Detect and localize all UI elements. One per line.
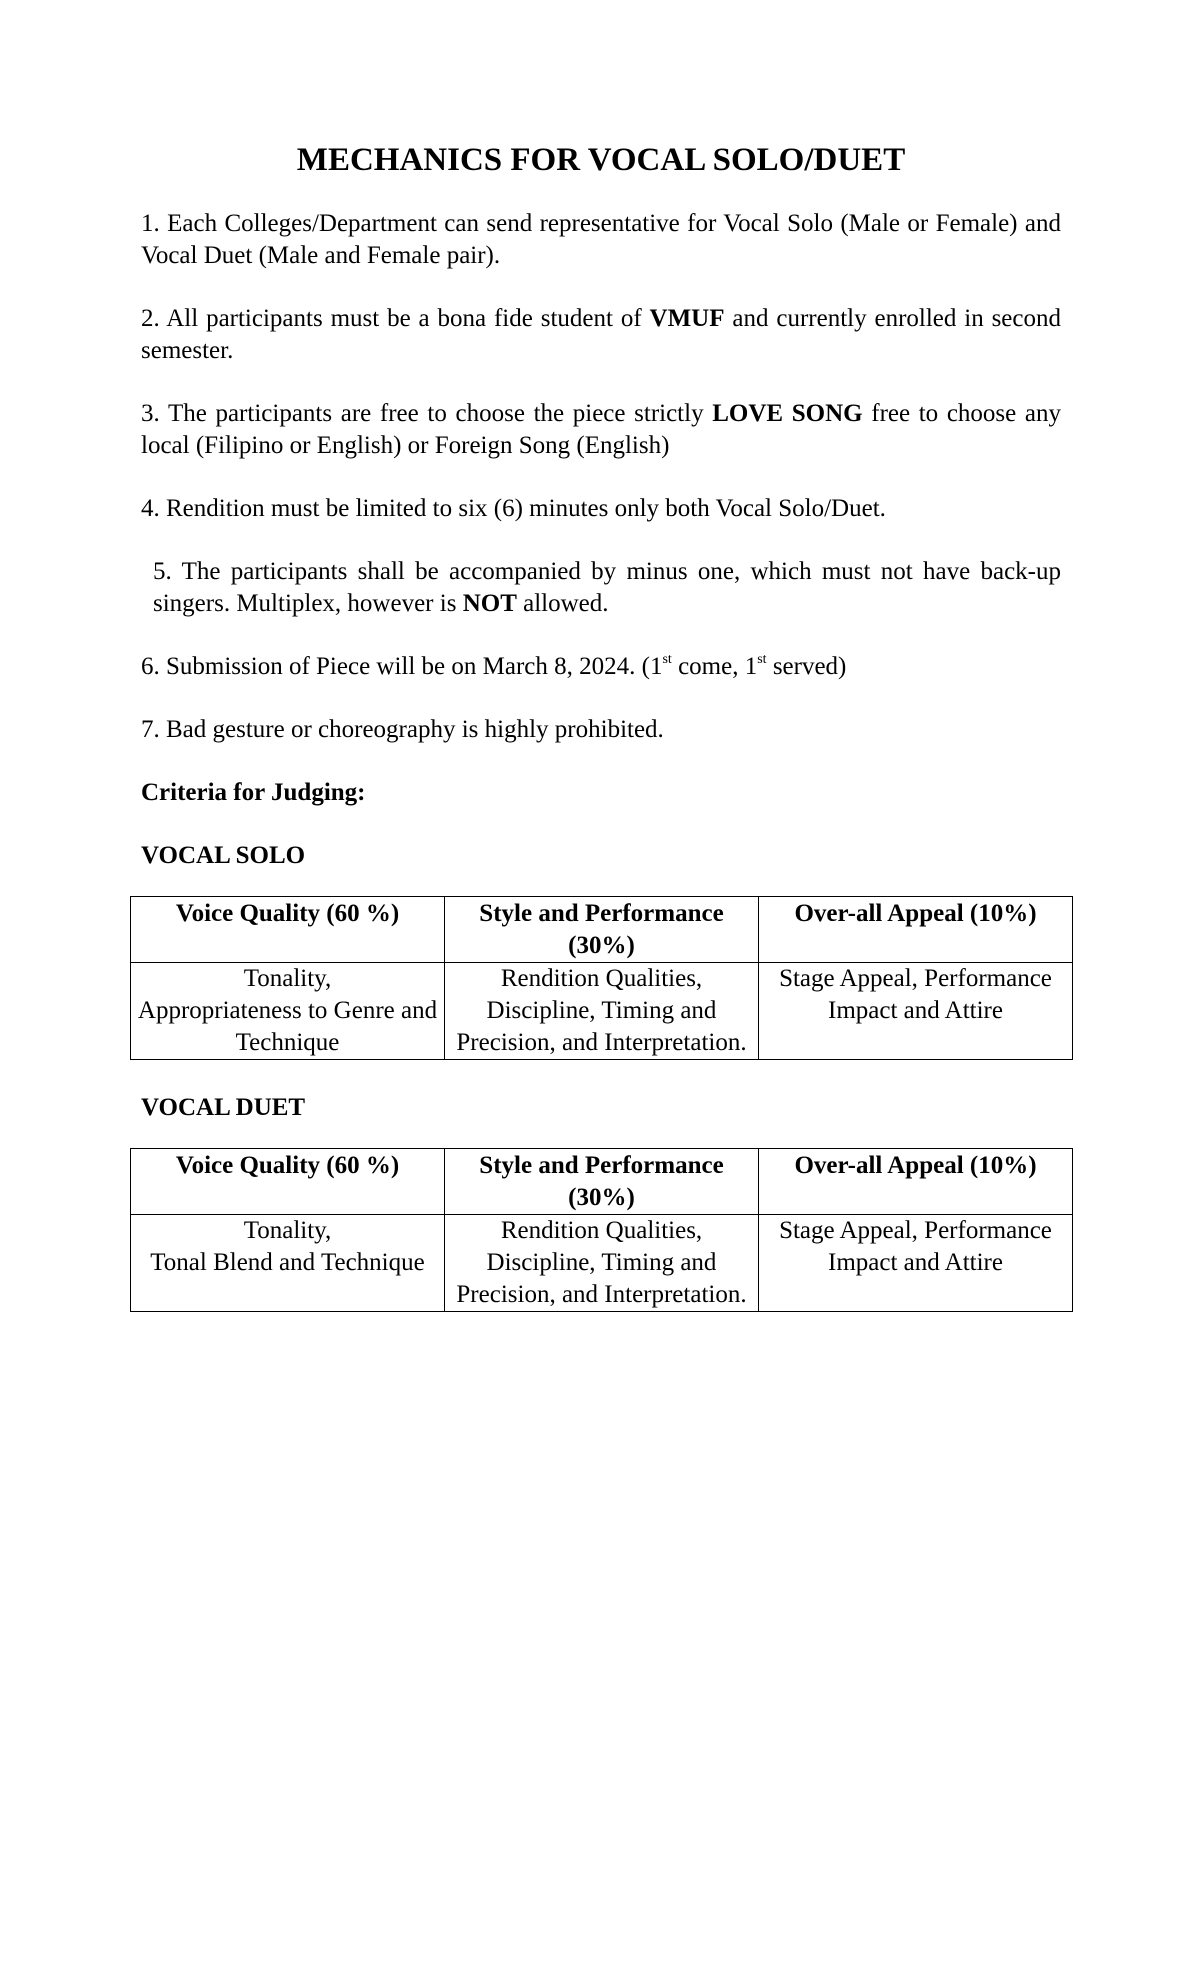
rule-5 (141, 556, 1061, 620)
rule-4-text: 4. Rendition must be limited to six (6) minutes only both Vocal Solo/Duet. (141, 495, 886, 522)
rule-5-emphasis: NOT (462, 590, 517, 617)
cell-line: Tonal Blend and Technique (150, 1249, 425, 1276)
cell-line: Rendition Qualities, Discipline, Timing and Precision, and Interpretation. (456, 965, 747, 1056)
cell-line: Rendition Qualities, Discipline, Timing and Precision, and Interpretation. (456, 1217, 747, 1308)
cell-line: Stage Appeal, Performance Impact and Attire (779, 965, 1052, 1024)
table-cell (759, 1215, 1073, 1312)
rule-4 (141, 493, 1061, 525)
cell-line: Appropriateness to Genre and Technique (137, 997, 438, 1056)
table-header-cell: Over-all Appeal (10%) (759, 1149, 1073, 1215)
rule-5-text-a: 5. The participants shall be accompanied by minus one, which must not have back-up singers. Multiplex, however is (153, 558, 1061, 617)
page-title: MECHANICS FOR VOCAL SOLO/DUET (296, 142, 906, 178)
cell-line: Stage Appeal, Performance Impact and Attire (779, 1217, 1052, 1276)
rule-3-text-a: 3. The participants are free to choose the piece strictly (141, 400, 713, 427)
rule-2-emphasis: VMUF (649, 305, 725, 332)
rule-6-text-b: come, 1 (671, 653, 758, 680)
table-cell (131, 1215, 445, 1312)
rule-2-text-a: 2. All participants must be a bona fide student of (141, 305, 650, 332)
rule-3-emphasis: LOVE SONG (712, 400, 863, 427)
table-header-cell: Over-all Appeal (10%) (759, 897, 1073, 963)
rule-7 (141, 714, 1061, 746)
rule-6-text-a: 6. Submission of Piece will be on March 8, 2024. (1 (141, 653, 663, 680)
table-header-row (131, 897, 1073, 963)
rule-3 (141, 398, 1061, 462)
cell-line: Tonality, (243, 965, 332, 992)
rule-1 (141, 208, 1061, 272)
table-header-row (131, 1149, 1073, 1215)
table-row (131, 963, 1073, 1060)
table-header-cell: Style and Performance (30%) (445, 897, 759, 963)
table-cell (445, 1215, 759, 1312)
rule-6-superscript-1: st (662, 651, 672, 667)
vocal-duet-table (130, 1148, 1073, 1312)
rule-3-text-c: free to choose any local (Filipino or English) or Foreign Song (English) (141, 400, 1061, 459)
table-header-cell: Style and Performance (30%) (445, 1149, 759, 1215)
rule-6 (141, 651, 1061, 683)
table-header-cell: Voice Quality (60 %) (131, 1149, 445, 1215)
table-header-cell: Voice Quality (60 %) (131, 897, 445, 963)
rule-2 (141, 303, 1061, 367)
rule-2-text-c: and currently enrolled in second semester. (141, 305, 1062, 364)
vocal-solo-table (130, 896, 1073, 1060)
rule-5-text-c: allowed. (516, 590, 609, 617)
rule-7-text: 7. Bad gesture or choreography is highly prohibited. (141, 716, 664, 743)
rule-6-superscript-2: st (757, 651, 767, 667)
table-cell (131, 963, 445, 1060)
rule-1-text: 1. Each Colleges/Department can send representative for Vocal Solo (Male or Female) and Vocal Duet (Male and Female pair). (141, 210, 1061, 269)
table-cell (445, 963, 759, 1060)
rule-6-text-c: served) (766, 653, 847, 680)
cell-line: Tonality, (243, 1217, 332, 1244)
vocal-solo-heading: VOCAL SOLO (141, 842, 306, 869)
vocal-duet-heading: VOCAL DUET (141, 1094, 306, 1121)
table-cell (759, 963, 1073, 1060)
table-row (131, 1215, 1073, 1312)
criteria-heading: Criteria for Judging: (141, 779, 366, 806)
